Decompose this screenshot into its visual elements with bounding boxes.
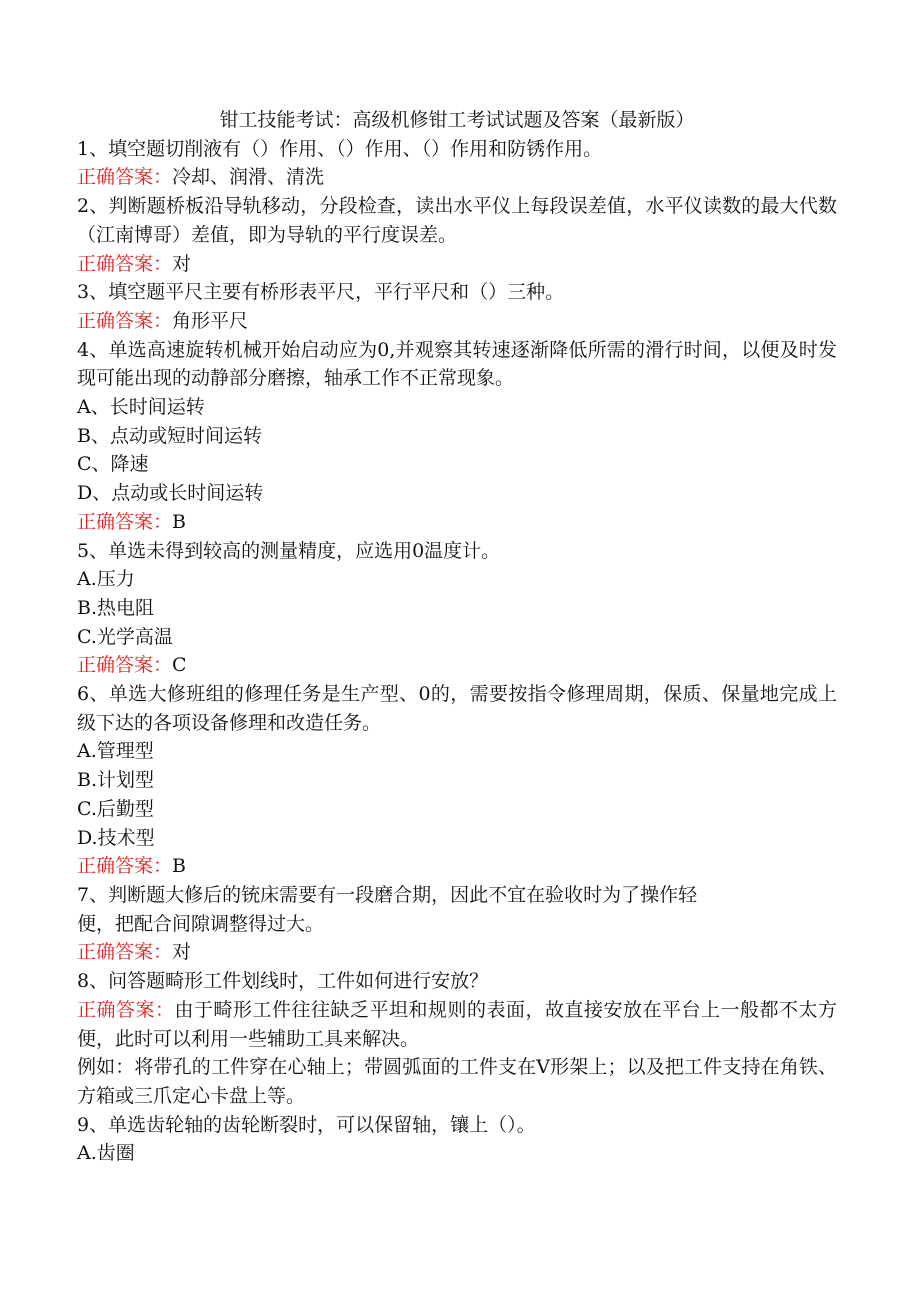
answer-line: [77, 307, 837, 336]
answer-label: 正确答案：: [77, 309, 173, 332]
answer-label: 正确答案：: [77, 941, 173, 964]
answer-line: [77, 852, 837, 881]
question-8: [77, 967, 837, 1111]
answer-label: 正确答案：: [77, 654, 173, 677]
question-6: [77, 680, 837, 881]
answer-value: 冷却、润滑、清洗: [172, 166, 325, 189]
question-text: 2、判断题桥板沿导轨移动，分段检查，读出水平仪上每段误差值，水平仪读数的最大代数（江南博哥）差值，即为导轨的平行度误差。: [77, 195, 837, 246]
answer-extra: 例如：将带孔的工件穿在心轴上；带圆弧面的工件支在V形架上；以及把工件支持在角铁、方箱或三爪定心卡盘上等。: [77, 1056, 837, 1107]
document-page: [77, 106, 837, 1168]
question-5: [77, 537, 837, 681]
answer-label: 正确答案：: [77, 510, 173, 533]
answer-value: 对: [172, 941, 192, 964]
answer-line: [77, 938, 837, 967]
question-1: [77, 135, 837, 192]
answer-value: 角形平尺: [172, 309, 249, 332]
question-3: [77, 278, 837, 335]
option-c: C、降速: [77, 453, 149, 476]
option-c: C.光学高温: [77, 625, 173, 648]
document-title: 钳工技能考试：高级机修钳工考试试题及答案（最新版）: [219, 109, 695, 131]
question-text: 1、填空题切削液有（）作用、（）作用、（）作用和防锈作用。: [77, 137, 603, 160]
option-c: C.后勤型: [77, 797, 154, 820]
option-a: A.压力: [77, 568, 135, 591]
question-4: [77, 336, 837, 537]
question-text: 9、单选齿轮轴的齿轮断裂时，可以保留轴，镶上（）。: [77, 1113, 536, 1136]
answer-label: 正确答案：: [77, 166, 173, 189]
answer-line: [77, 508, 837, 537]
answer-line: [77, 651, 837, 680]
option-b: B.计划型: [77, 769, 155, 792]
question-text: 3、填空题平尺主要有桥形表平尺，平行平尺和（）三种。: [77, 281, 565, 304]
answer-value: C: [172, 654, 187, 677]
question-text: 8、问答题畸形工件划线时，工件如何进行安放？: [77, 970, 489, 993]
answer-line: [77, 996, 837, 1053]
option-d: D、点动或长时间运转: [77, 482, 264, 505]
option-b: B.热电阻: [77, 596, 155, 619]
answer-label: 正确答案：: [77, 252, 173, 275]
question-text-line-2: 便，把配合间隙调整得过大。: [77, 912, 325, 935]
question-7: [77, 881, 837, 967]
answer-line: [77, 163, 837, 192]
question-text: 6、单选大修班组的修理任务是生产型、0的，需要按指令修理周期，保质、保量地完成上级下达的各项设备修理和改造任务。: [77, 683, 837, 734]
question-text: 5、单选未得到较高的测量精度，应选用0温度计。: [77, 539, 501, 562]
answer-value: B: [172, 855, 186, 878]
answer-value: 由于畸形工件往往缺乏平坦和规则的表面，故直接安放在平台上一般都不太方便，此时可以利用一些辅助工具来解决。: [77, 998, 837, 1050]
answer-value: B: [172, 510, 186, 533]
answer-value: 对: [172, 252, 192, 275]
answer-label: 正确答案：: [77, 998, 175, 1021]
answer-label: 正确答案：: [77, 855, 173, 878]
answer-line: [77, 250, 837, 279]
question-text-line-1: 7、判断题大修后的铳床需要有一段磨合期，因此不宜在验收时为了操作轻: [77, 883, 698, 906]
option-b: B、点动或短时间运转: [77, 424, 262, 447]
question-2: [77, 192, 837, 278]
option-a: A.管理型: [77, 740, 154, 763]
question-text: 4、单选高速旋转机械开始启动应为0,并观察其转速逐渐降低所需的滑行时间，以便及时发现可能出现的动静部分磨擦，轴承工作不正常现象。: [77, 338, 837, 390]
option-d: D.技术型: [77, 826, 155, 849]
question-9: [77, 1111, 837, 1168]
option-a: A.齿圈: [77, 1142, 135, 1165]
option-a: A、长时间运转: [77, 396, 205, 419]
